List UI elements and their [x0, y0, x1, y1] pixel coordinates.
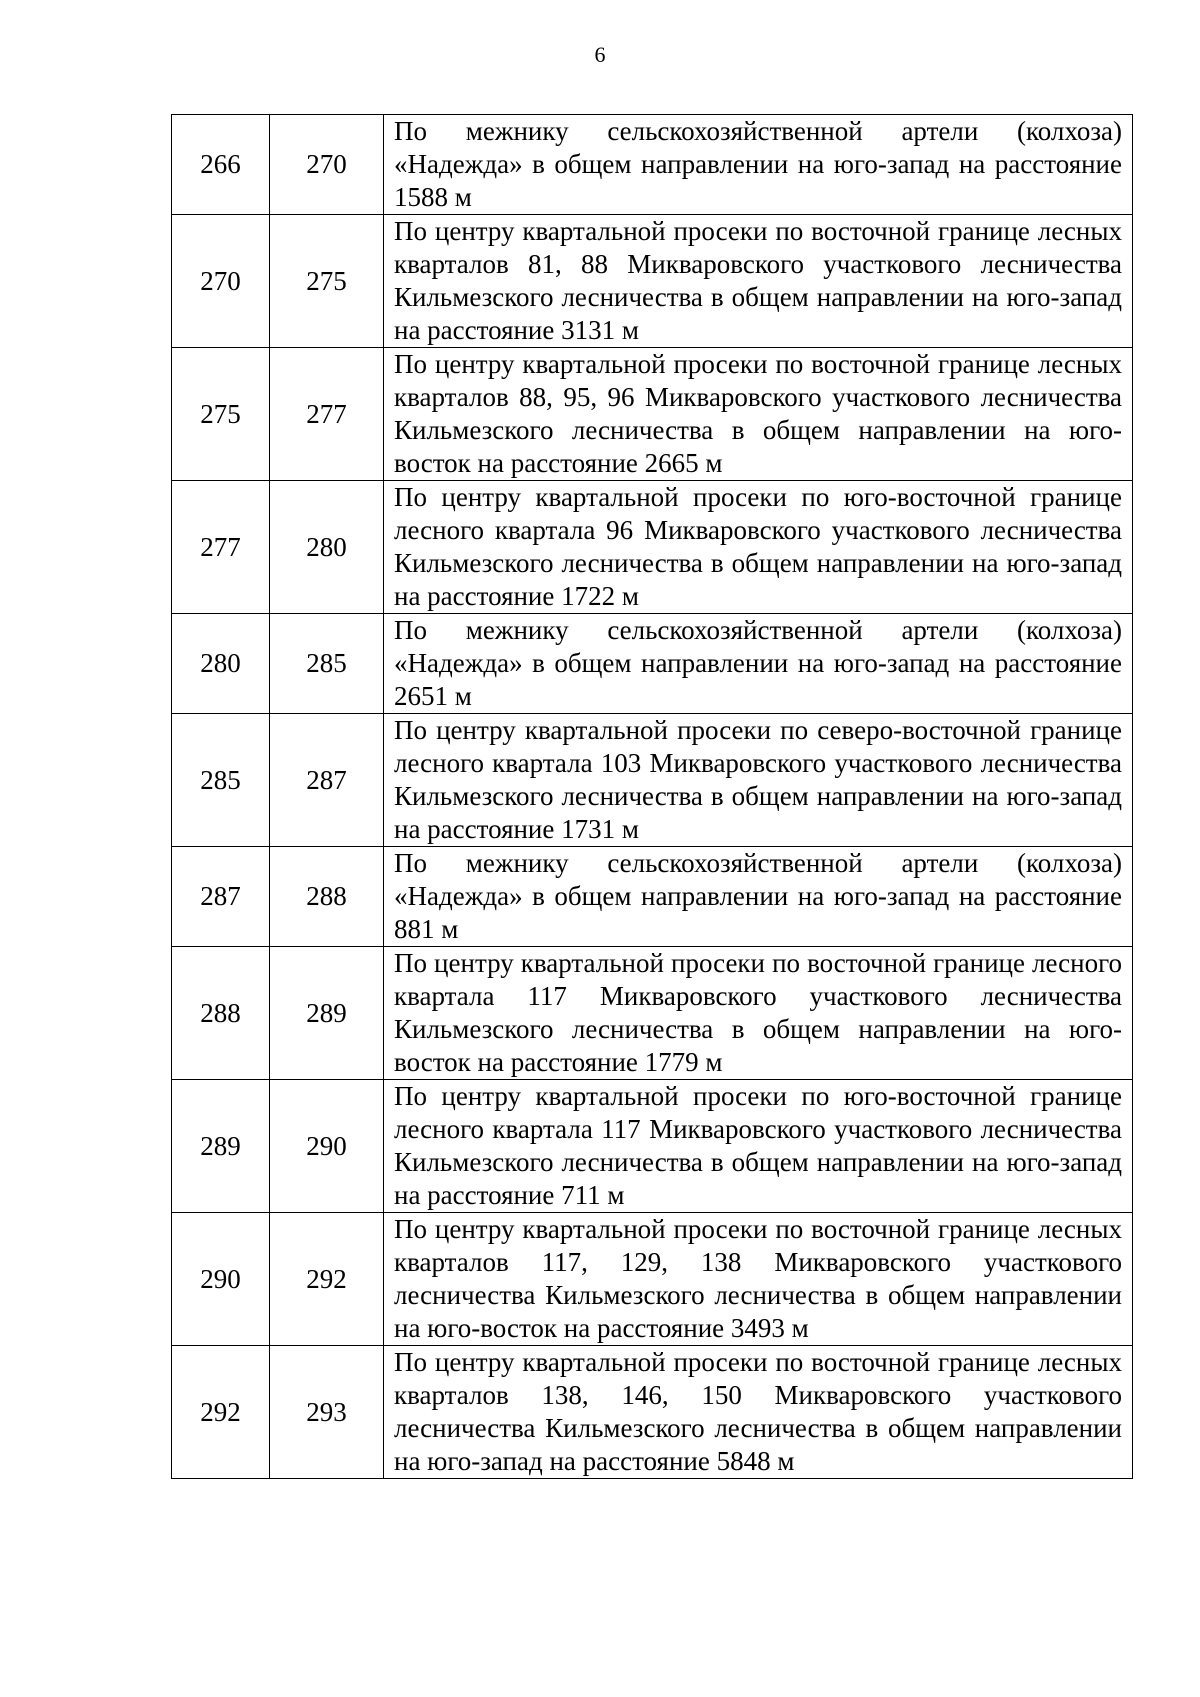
boundary-description-cell: По центру квартальной просеки по юго-восточной границе лесного квартала 117 Микваровского участкового лесничества Кильмезского лесничества в общем направлении на юго-запад на расстояние 711 м: [384, 1080, 1133, 1213]
table-row: [172, 348, 1133, 481]
boundary-description-cell: По центру квартальной просеки по северо-восточной границе лесного квартала 103 Микваровского участкового лесничества Кильмезского лесничества в общем направлении на юго-запад на расстояние 1731 м: [384, 714, 1133, 847]
page-number: 6: [594, 42, 606, 67]
point-to-cell: 287: [270, 714, 384, 847]
boundary-description-cell: По центру квартальной просеки по восточной границе лесных кварталов 81, 88 Микваровского участкового лесничества Кильмезского лесничества в общем направлении на юго-запад на расстояние 3131 м: [384, 215, 1133, 348]
boundary-description-cell: По межнику сельскохозяйственной артели (колхоза) «Надежда» в общем направлении на юго-запад на расстояние 1588 м: [384, 115, 1133, 215]
table-row: [172, 1346, 1133, 1479]
point-from-cell: 275: [172, 348, 270, 481]
point-to-cell: 270: [270, 115, 384, 215]
boundary-description-cell: По центру квартальной просеки по восточной границе лесных кварталов 138, 146, 150 Микваровского участкового лесничества Кильмезского лесничества в общем направлении на юго-запад на расстояние 5848 м: [384, 1346, 1133, 1479]
boundary-description-cell: По центру квартальной просеки по юго-восточной границе лесного квартала 96 Микваровского участкового лесничества Кильмезского лесничества в общем направлении на юго-запад на расстояние 1722 м: [384, 481, 1133, 614]
point-to-cell: 289: [270, 947, 384, 1080]
boundary-description-cell: По центру квартальной просеки по восточной границе лесных кварталов 117, 129, 138 Микваровского участкового лесничества Кильмезского лесничества в общем направлении на юго-восток на расстояние 3493 м: [384, 1213, 1133, 1346]
point-from-cell: 288: [172, 947, 270, 1080]
point-to-cell: 290: [270, 1080, 384, 1213]
boundary-description-cell: По межнику сельскохозяйственной артели (колхоза) «Надежда» в общем направлении на юго-запад на расстояние 2651 м: [384, 614, 1133, 714]
table-body: [172, 115, 1133, 1479]
point-to-cell: 288: [270, 847, 384, 947]
point-from-cell: 266: [172, 115, 270, 215]
table-row: [172, 614, 1133, 714]
point-to-cell: 293: [270, 1346, 384, 1479]
point-from-cell: 270: [172, 215, 270, 348]
point-from-cell: 287: [172, 847, 270, 947]
point-to-cell: 292: [270, 1213, 384, 1346]
table-row: [172, 215, 1133, 348]
point-to-cell: 285: [270, 614, 384, 714]
point-to-cell: 277: [270, 348, 384, 481]
boundary-description-cell: По центру квартальной просеки по восточной границе лесных кварталов 88, 95, 96 Микваровского участкового лесничества Кильмезского лесничества в общем направлении на юго-восток на расстояние 2665 м: [384, 348, 1133, 481]
point-from-cell: 292: [172, 1346, 270, 1479]
point-to-cell: 275: [270, 215, 384, 348]
point-to-cell: 280: [270, 481, 384, 614]
point-from-cell: 289: [172, 1080, 270, 1213]
boundary-description-cell: По центру квартальной просеки по восточной границе лесного квартала 117 Микваровского участкового лесничества Кильмезского лесничества в общем направлении на юго-восток на расстояние 1779 м: [384, 947, 1133, 1080]
table-row: [172, 947, 1133, 1080]
table-row: [172, 1213, 1133, 1346]
point-from-cell: 277: [172, 481, 270, 614]
table-row: [172, 847, 1133, 947]
table-row: [172, 714, 1133, 847]
point-from-cell: 285: [172, 714, 270, 847]
table-row: [172, 481, 1133, 614]
boundary-description-cell: По межнику сельскохозяйственной артели (колхоза) «Надежда» в общем направлении на юго-запад на расстояние 881 м: [384, 847, 1133, 947]
point-from-cell: 290: [172, 1213, 270, 1346]
table-row: [172, 115, 1133, 215]
table-row: [172, 1080, 1133, 1213]
point-from-cell: 280: [172, 614, 270, 714]
boundary-table: [171, 114, 1133, 1479]
